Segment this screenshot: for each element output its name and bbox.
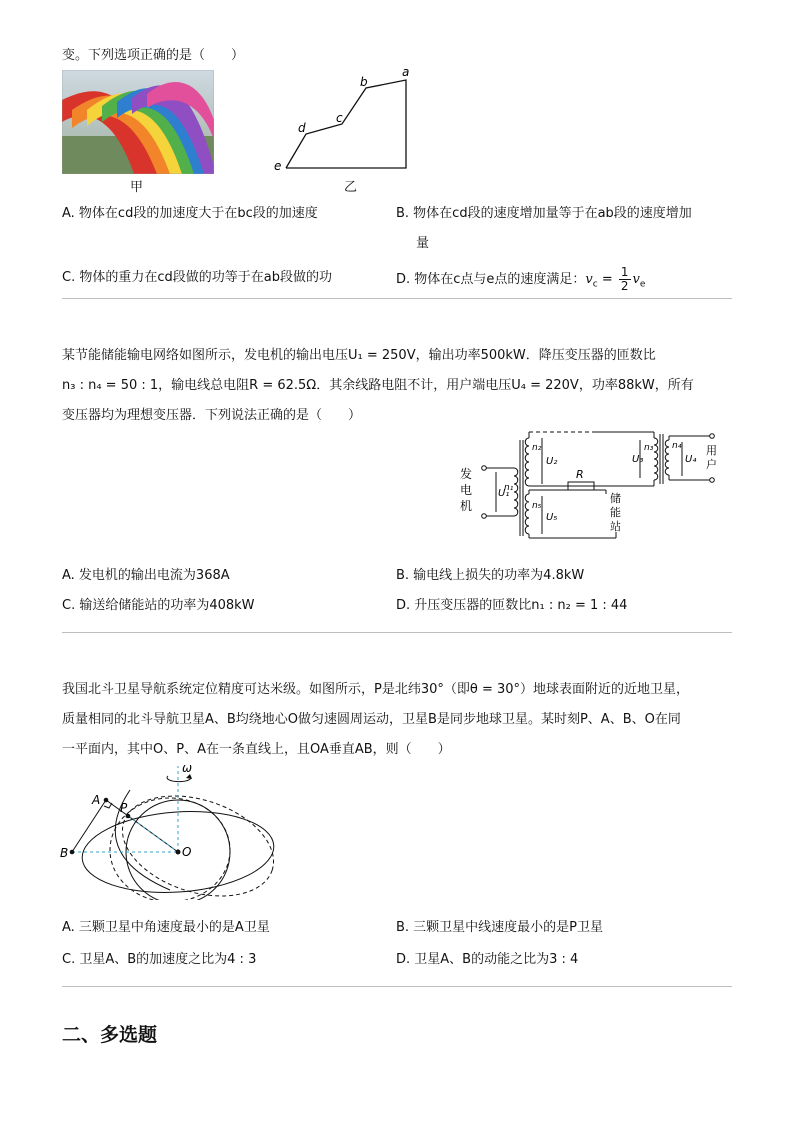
label-u2: U₂ bbox=[546, 456, 558, 467]
label-omega: ω bbox=[182, 761, 193, 775]
label-a: A bbox=[92, 793, 101, 807]
q3-option-d[interactable]: D. 卫星A、B的动能之比为3 : 4 bbox=[396, 952, 579, 967]
q1-d-sub-e: e bbox=[639, 279, 646, 290]
label-n3: n₃ bbox=[644, 443, 654, 453]
q2-stem-line3: 变压器均为理想变压器．下列说法正确的是（ ） bbox=[62, 408, 362, 423]
q1-d-eq: = bbox=[597, 272, 617, 287]
q3-stem-line2: 质量相同的北斗导航卫星A、B均绕地心O做匀速圆周运动，卫星B是同步地球卫星。某时刻P、A、B、O在同 bbox=[62, 712, 681, 727]
label-n5: n₅ bbox=[532, 501, 542, 511]
label-n2: n₂ bbox=[532, 443, 542, 453]
label-n1: n₁ bbox=[504, 483, 514, 493]
gen-label-1: 发 bbox=[460, 467, 473, 481]
divider-3 bbox=[62, 986, 732, 987]
gen-label-3: 机 bbox=[460, 499, 473, 513]
track-diagram bbox=[270, 62, 420, 174]
q1-d-num: 1 bbox=[620, 265, 629, 279]
q3-option-a[interactable]: A. 三颗卫星中角速度最小的是A卫星 bbox=[62, 920, 270, 935]
label-u5: U₅ bbox=[546, 512, 558, 523]
q1-stem-tail: 变。下列选项正确的是（ ） bbox=[62, 48, 245, 63]
label-b: B bbox=[60, 846, 69, 860]
fig-jia-caption: 甲 bbox=[130, 180, 144, 195]
q2-stem-line2: n₃ : n₄ = 50 : 1，输电线总电阻R = 62.5Ω．其余线路电阻不计，用户端电压U₄ = 220V，功率88kW，所有 bbox=[62, 378, 694, 393]
point-b: b bbox=[360, 75, 368, 89]
section-title: 二、多选题 bbox=[62, 1024, 158, 1046]
user-label-2: 户 bbox=[706, 458, 717, 471]
storage-label-2: 能 bbox=[610, 506, 621, 519]
q3-stem-line1: 我国北斗卫星导航系统定位精度可达米级。如图所示，P是北纬30°（即θ = 30°）地球表面附近的近地卫星， bbox=[62, 682, 690, 697]
q1-option-a[interactable]: A. 物体在cd段的加速度大于在bc段的加速度 bbox=[62, 206, 318, 221]
point-d: d bbox=[298, 121, 306, 135]
label-o: O bbox=[182, 845, 192, 859]
point-a: a bbox=[402, 65, 410, 79]
q1-d-lhs: v bbox=[585, 272, 593, 287]
q2-option-c[interactable]: C. 输送给储能站的功率为408kW bbox=[62, 598, 255, 613]
q1-option-c[interactable]: C. 物体的重力在cd段做的功等于在ab段做的功 bbox=[62, 270, 332, 285]
fig-yi-caption: 乙 bbox=[344, 180, 358, 195]
q1-d-rhs: v bbox=[632, 272, 640, 287]
gen-label-2: 电 bbox=[460, 483, 473, 497]
q2-option-b[interactable]: B. 输电线上损失的功率为4.8kW bbox=[396, 568, 585, 583]
q1-d-den: 2 bbox=[620, 279, 629, 293]
storage-label-3: 站 bbox=[610, 520, 621, 533]
label-p: P bbox=[120, 801, 128, 815]
label-u4: U₄ bbox=[685, 454, 697, 465]
point-c: c bbox=[336, 111, 343, 125]
storage-label-1: 储 bbox=[610, 492, 621, 505]
q2-stem-line1: 某节能储能输电网络如图所示，发电机的输出电压U₁ = 250V，输出功率500kW．降压变压器的匝数比 bbox=[62, 348, 656, 363]
slide-photo bbox=[62, 70, 214, 174]
q1-d-fraction bbox=[619, 266, 631, 293]
divider-1 bbox=[62, 298, 732, 299]
q1-option-d[interactable] bbox=[396, 266, 645, 293]
q3-option-c[interactable]: C. 卫星A、B的加速度之比为4 : 3 bbox=[62, 952, 257, 967]
q2-option-a[interactable]: A. 发电机的输出电流为368A bbox=[62, 568, 230, 583]
q3-stem-line3: 一平面内，其中O、P、A在一条直线上，且OA垂直AB，则（ ） bbox=[62, 742, 451, 757]
orbit-diagram bbox=[60, 760, 282, 900]
label-r: R bbox=[576, 468, 584, 481]
q1-option-d-prefix: D. 物体在c点与e点的速度满足： bbox=[396, 272, 586, 287]
circuit-diagram bbox=[456, 428, 732, 546]
user-label-1: 用 bbox=[706, 444, 717, 457]
label-n4: n₄ bbox=[672, 441, 682, 451]
label-u3: U₃ bbox=[632, 454, 644, 465]
q2-option-d[interactable]: D. 升压变压器的匝数比n₁ : n₂ = 1 : 44 bbox=[396, 598, 628, 613]
divider-2 bbox=[62, 632, 732, 633]
point-e: e bbox=[274, 159, 282, 173]
q1-d-sub-c: c bbox=[592, 279, 598, 290]
q3-option-b[interactable]: B. 三颗卫星中线速度最小的是P卫星 bbox=[396, 920, 604, 935]
q1-option-b-cont: 量 bbox=[416, 236, 430, 251]
label-u1: U₁ bbox=[498, 488, 510, 499]
q1-option-b[interactable]: B. 物体在cd段的速度增加量等于在ab段的速度增加 bbox=[396, 206, 692, 221]
